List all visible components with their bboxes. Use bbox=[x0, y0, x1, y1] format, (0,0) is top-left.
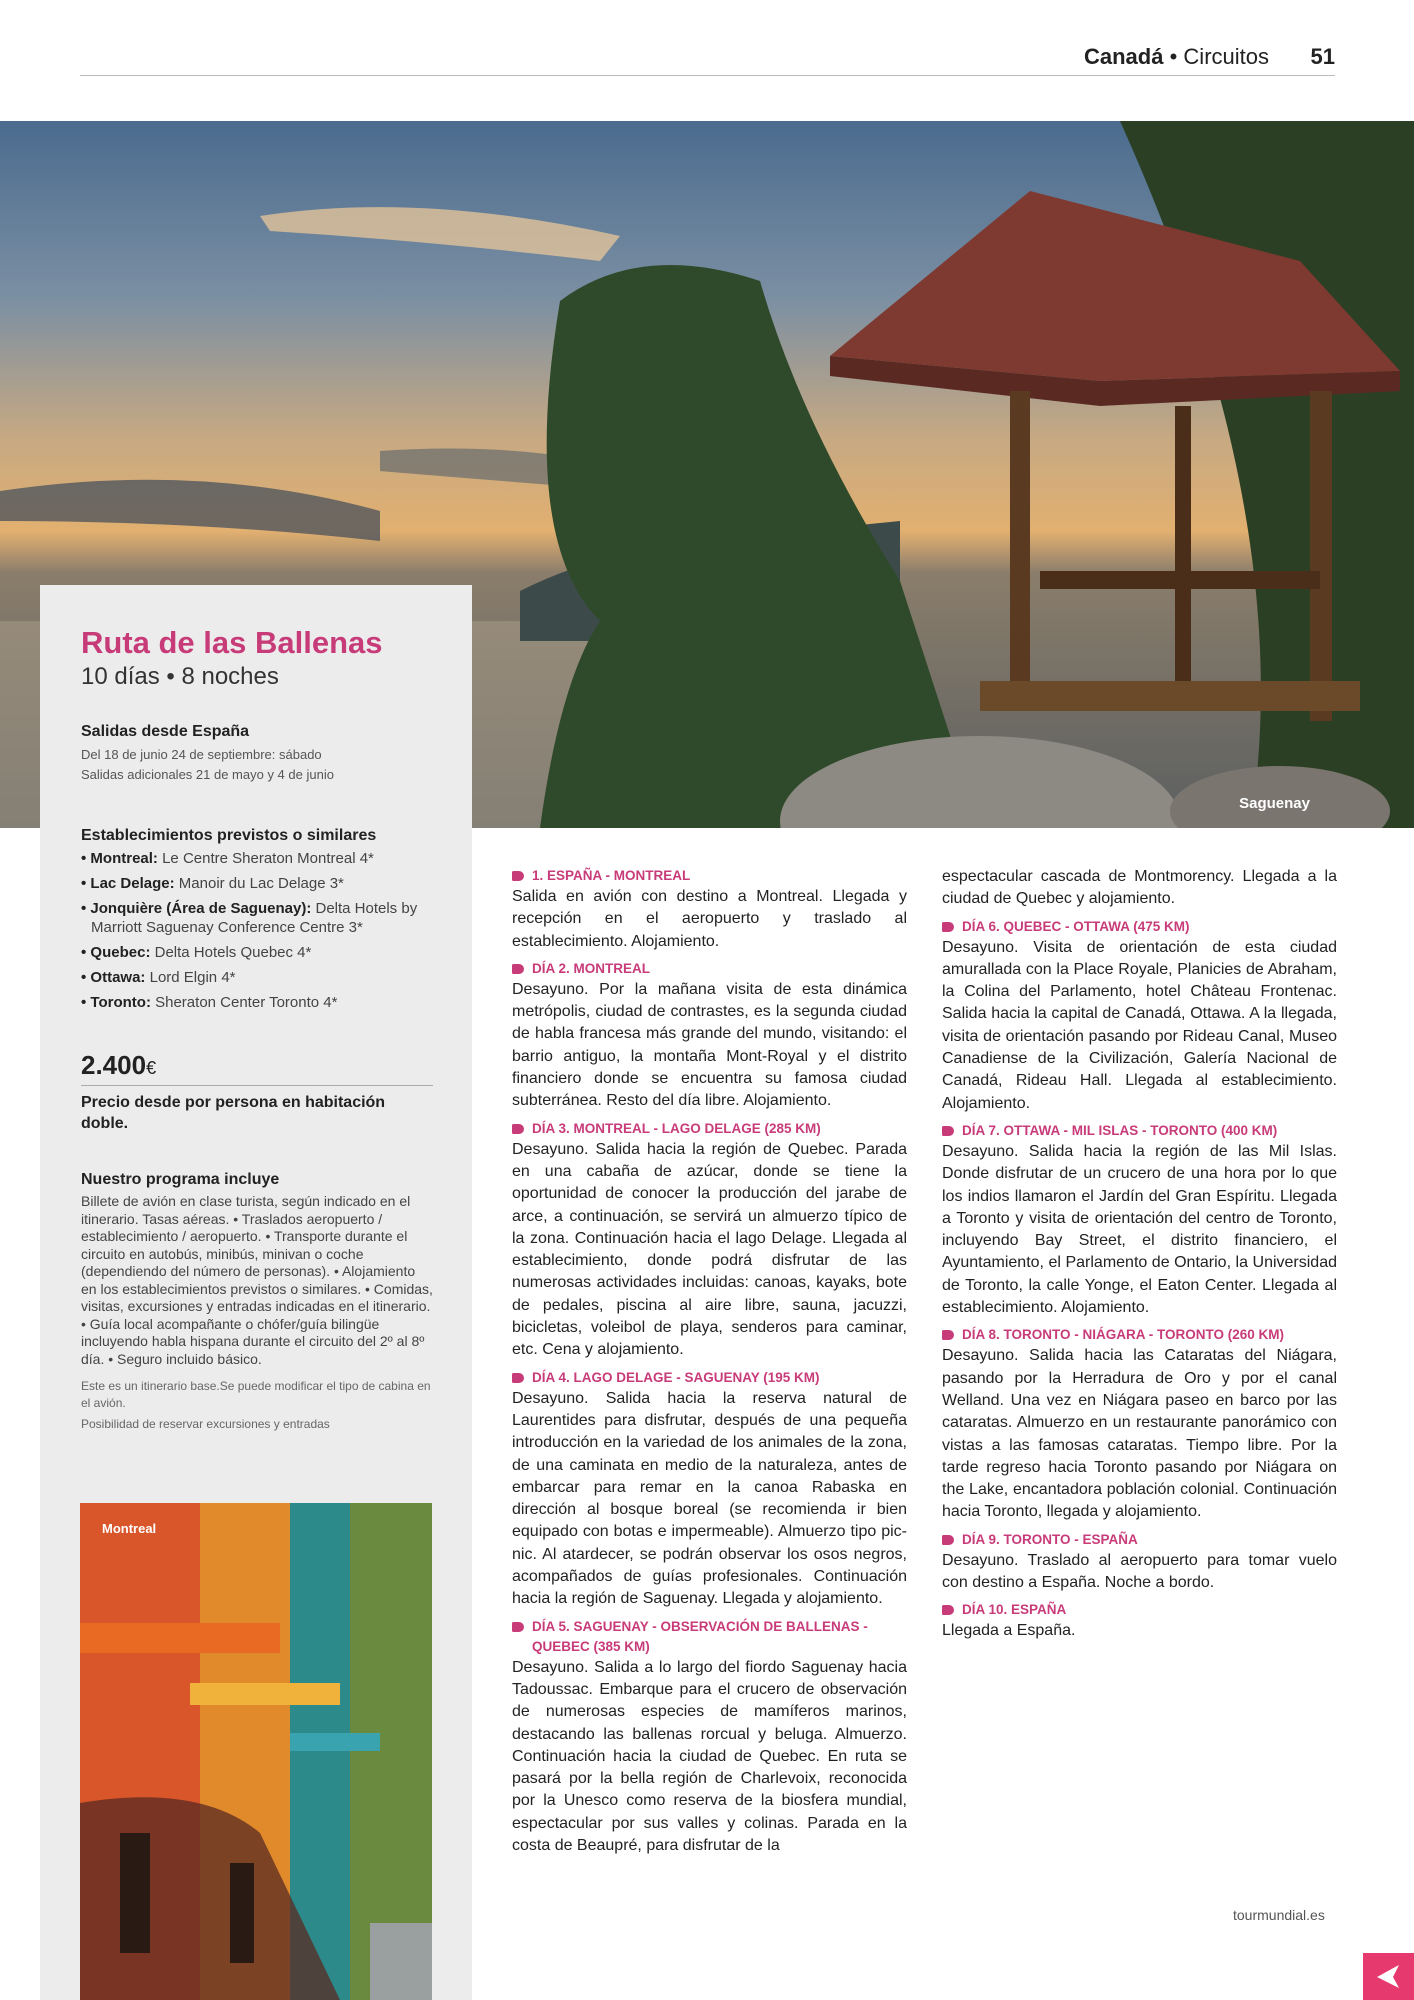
day-4 bbox=[512, 1368, 907, 1611]
country-label: Canadá bbox=[1083, 44, 1164, 69]
separator: • bbox=[1169, 44, 1178, 69]
hotel-item: • Toronto: Sheraton Center Toronto 4* bbox=[81, 994, 338, 1011]
website-link[interactable]: tourmundial.es bbox=[1233, 1907, 1325, 1923]
trip-duration: 10 días • 8 noches bbox=[81, 663, 279, 690]
day-10 bbox=[942, 1600, 1337, 1642]
day-text: Llegada a España. bbox=[942, 1622, 1076, 1640]
montreal-photo bbox=[80, 1503, 432, 2000]
montreal-caption: Montreal bbox=[102, 1521, 157, 1536]
day-text: Desayuno. Salida hacia la región de las Mil Islas. Donde disfrutar de un crucero de una hora por lo que los indios llamaron el Jardín del Gran Espíritu. Llegada a Toronto y visita de orientación del centro de Toronto, incluyendo Bay Street, el distrito financiero, el Ayuntamiento, el Parlamento de Ontario, la Universidad de Toronto, la calle Yonge, el Eaton Center. Llegada al establecimiento. Alojamiento. bbox=[942, 1142, 1337, 1317]
day-text: Salida en avión con destino a Montreal. Llegada y recepción en el aeropuerto y traslado al establecimiento. Alojamiento. bbox=[512, 888, 907, 950]
day-text: Desayuno. Salida hacia la reserva natural de Laurentides para disfrutar, después de una pequeña introducción en la variedad de los animales de la zona, de una caminata en medio de la naturaleza, antes de embarcar para remar en la canoa Rabaska en dirección al bosque boreal (se recomienda ir bien equipado con botas e impermeable). Almuerzo tipo pic-nic. Al atardecer, se podrán observar los osos negros, acompañados de guías profesionales. Continuación hacia la región de Saguenay. Llegada y alojamiento. bbox=[512, 1389, 907, 1608]
departures-block bbox=[81, 723, 433, 785]
day-text: Desayuno. Traslado al aeropuerto para tomar vuelo con destino a España. Noche a bordo. bbox=[942, 1551, 1337, 1592]
hotels-heading: Establecimientos previstos o similares bbox=[81, 827, 377, 844]
day-text: Desayuno. Por la mañana visita de esta dinámica metrópolis, ciudad de contrastes, es la segunda ciudad de habla francesa más grande del mundo, visitando: el barrio antiguo, la montaña Mont-Royal y el distrito financiero donde se encuentra su famosa ciudad subterránea. Resto del día libre. Alojamiento. bbox=[512, 980, 907, 1110]
price-amount: 2.400€ bbox=[81, 1050, 157, 1080]
back-button[interactable] bbox=[1363, 1953, 1414, 2000]
excursions-note: Posibilidad de reservar excursiones y entradas bbox=[81, 1417, 330, 1431]
price-block bbox=[81, 1050, 433, 1134]
day-title: DÍA 4. LAGO DELAGE - SAGUENAY (195 KM) bbox=[512, 1368, 907, 1388]
day-title: DÍA 10. ESPAÑA bbox=[942, 1600, 1337, 1620]
day-3 bbox=[512, 1119, 907, 1362]
page-header bbox=[80, 44, 1335, 76]
section-name: Circuitos bbox=[1183, 44, 1269, 69]
day-text: Desayuno. Salida a lo largo del fiordo Saguenay hacia Tadoussac. Embarque para el crucero de observación de numerosas especies de mamíferos marinos, destacando las ballenas rorcual y beluga. Almuerzo. Continuación hacia la ciudad de Quebec. En ruta se pasará por la bella región de Charlevoix, reconocida por la Unesco como reserva de la biosfera mundial, espectacular por sus valles y colinas. Parada en la costa de Beaupré, para disfrutar de la bbox=[512, 1658, 907, 1854]
day-title: 1. ESPAÑA - MONTREAL bbox=[512, 866, 907, 886]
currency: € bbox=[146, 1058, 157, 1078]
day-title: DÍA 6. QUEBEC - OTTAWA (475 KM) bbox=[942, 917, 1337, 937]
day-text: Desayuno. Salida hacia la región de Quebec. Parada en una cabaña de azúcar, donde se tiene la oportunidad de conocer la producción del jarabe de arce, a continuación, se servirá un almuerzo típico de la zona. Continuación hacia el lago Delage. Llegada al establecimiento, donde podrá disfrutar de las numerosas actividades incluidas: canoas, kayaks, bote de pedales, piscina al aire libre, sauna, jacuzzi, bicicletas, voleibol de playa, senderos para caminar, etc. Cena y alojamiento. bbox=[512, 1140, 907, 1359]
hotel-item: • Quebec: Delta Hotels Quebec 4* bbox=[81, 944, 312, 961]
hotel-item: • Jonquière (Área de Saguenay): Delta Hotels by Marriott Saguenay Conference Centre 3* bbox=[81, 900, 418, 936]
divider bbox=[81, 1085, 433, 1086]
day-title: DÍA 3. MONTREAL - LAGO DELAGE (285 KM) bbox=[512, 1119, 907, 1139]
hotel-item: • Ottawa: Lord Elgin 4* bbox=[81, 969, 236, 986]
page-number: 51 bbox=[1310, 44, 1335, 69]
montreal-illustration bbox=[80, 1503, 432, 2000]
includes-heading: Nuestro programa incluye bbox=[81, 1171, 280, 1188]
day-title: DÍA 7. OTTAWA - MIL ISLAS - TORONTO (400 KM) bbox=[942, 1121, 1337, 1141]
day-title: DÍA 5. SAGUENAY - OBSERVACIÓN DE BALLENAS - QUEBEC (385 KM) bbox=[512, 1617, 907, 1657]
departures-heading: Salidas desde España bbox=[81, 723, 250, 740]
hotels-list bbox=[81, 849, 433, 1012]
day-2 bbox=[512, 959, 907, 1113]
day-5-continued: espectacular cascada de Montmorency. Llegada a la ciudad de Quebec y alojamiento. bbox=[942, 868, 1337, 908]
day-title: DÍA 8. TORONTO - NIÁGARA - TORONTO (260 KM) bbox=[942, 1325, 1337, 1345]
includes-text: Billete de avión en clase turista, según indicado en el itinerario. Tasas aéreas. • Traslados aeropuerto / establecimiento / aeropuerto. • Transporte durante el circuito en autobús, minibús, minivan o coche (dependiendo del número de personas). • Alojamiento en los establecimientos previstos o similares. • Comidas, visitas, excursiones y entradas indicadas en el itinerario. • Guía local acompañante o chófer/guía bilingüe incluyendo habla hispana durante el circuito del 2º al 8º día. • Seguro incluido básico. bbox=[81, 1193, 433, 1367]
day-text: Desayuno. Visita de orientación de esta ciudad amurallada con la Place Royale, Planicies de Abraham, la Colina del Parlamento, hotel Château Frontenac. Salida hacia la capital de Canadá, Ottawa. A la llegada, visita de orientación pasando por Rideau Canal, Museo Canadiense de la Civilización, Galería Nacional de Canadá, Rideau Hall. Llegada al establecimiento. Alojamiento. bbox=[942, 938, 1337, 1112]
day-8 bbox=[942, 1325, 1337, 1523]
itinerary-column-2 bbox=[942, 866, 1337, 1649]
day-6 bbox=[942, 917, 1337, 1115]
day-1 bbox=[512, 866, 907, 953]
hotel-item: • Lac Delage: Manoir du Lac Delage 3* bbox=[81, 875, 344, 892]
day-5 bbox=[512, 1617, 907, 1858]
day-9 bbox=[942, 1530, 1337, 1595]
price-note: Precio desde por persona en habitación doble. bbox=[81, 1094, 386, 1132]
day-7 bbox=[942, 1121, 1337, 1319]
day-title: DÍA 2. MONTREAL bbox=[512, 959, 907, 979]
departures-line-2: Salidas adicionales 21 de mayo y 4 de junio bbox=[81, 767, 334, 782]
hero-caption: Saguenay bbox=[1239, 795, 1310, 812]
trip-title: Ruta de las Ballenas bbox=[81, 625, 383, 660]
hotels-block bbox=[81, 827, 433, 1018]
itinerary-note: Este es un itinerario base.Se puede modificar el tipo de cabina en el avión. bbox=[81, 1379, 431, 1410]
back-arrow-icon bbox=[1363, 1953, 1414, 2000]
hotel-item: • Montreal: Le Centre Sheraton Montreal 4* bbox=[81, 850, 374, 867]
departures-line-1: Del 18 de junio 24 de septiembre: sábado bbox=[81, 747, 322, 762]
day-title: DÍA 9. TORONTO - ESPAÑA bbox=[942, 1530, 1337, 1550]
day-text: Desayuno. Salida hacia las Cataratas del Niágara, pasando por la Herradura de Oro y por el canal Welland. Una vez en Niágara paseo en barco por las cataratas. Almuerzo en un restaurante panorámico con vistas a las famosas cataratas. Tiempo libre. Por la tarde regreso hacia Toronto pasando por Niágara on the Lake, encantadora población colonial. Continuación hacia Toronto, llegada y alojamiento. bbox=[942, 1347, 1337, 1521]
itinerary-column-1 bbox=[512, 866, 907, 1863]
section-label bbox=[1084, 44, 1269, 70]
includes-block bbox=[81, 1171, 433, 1433]
